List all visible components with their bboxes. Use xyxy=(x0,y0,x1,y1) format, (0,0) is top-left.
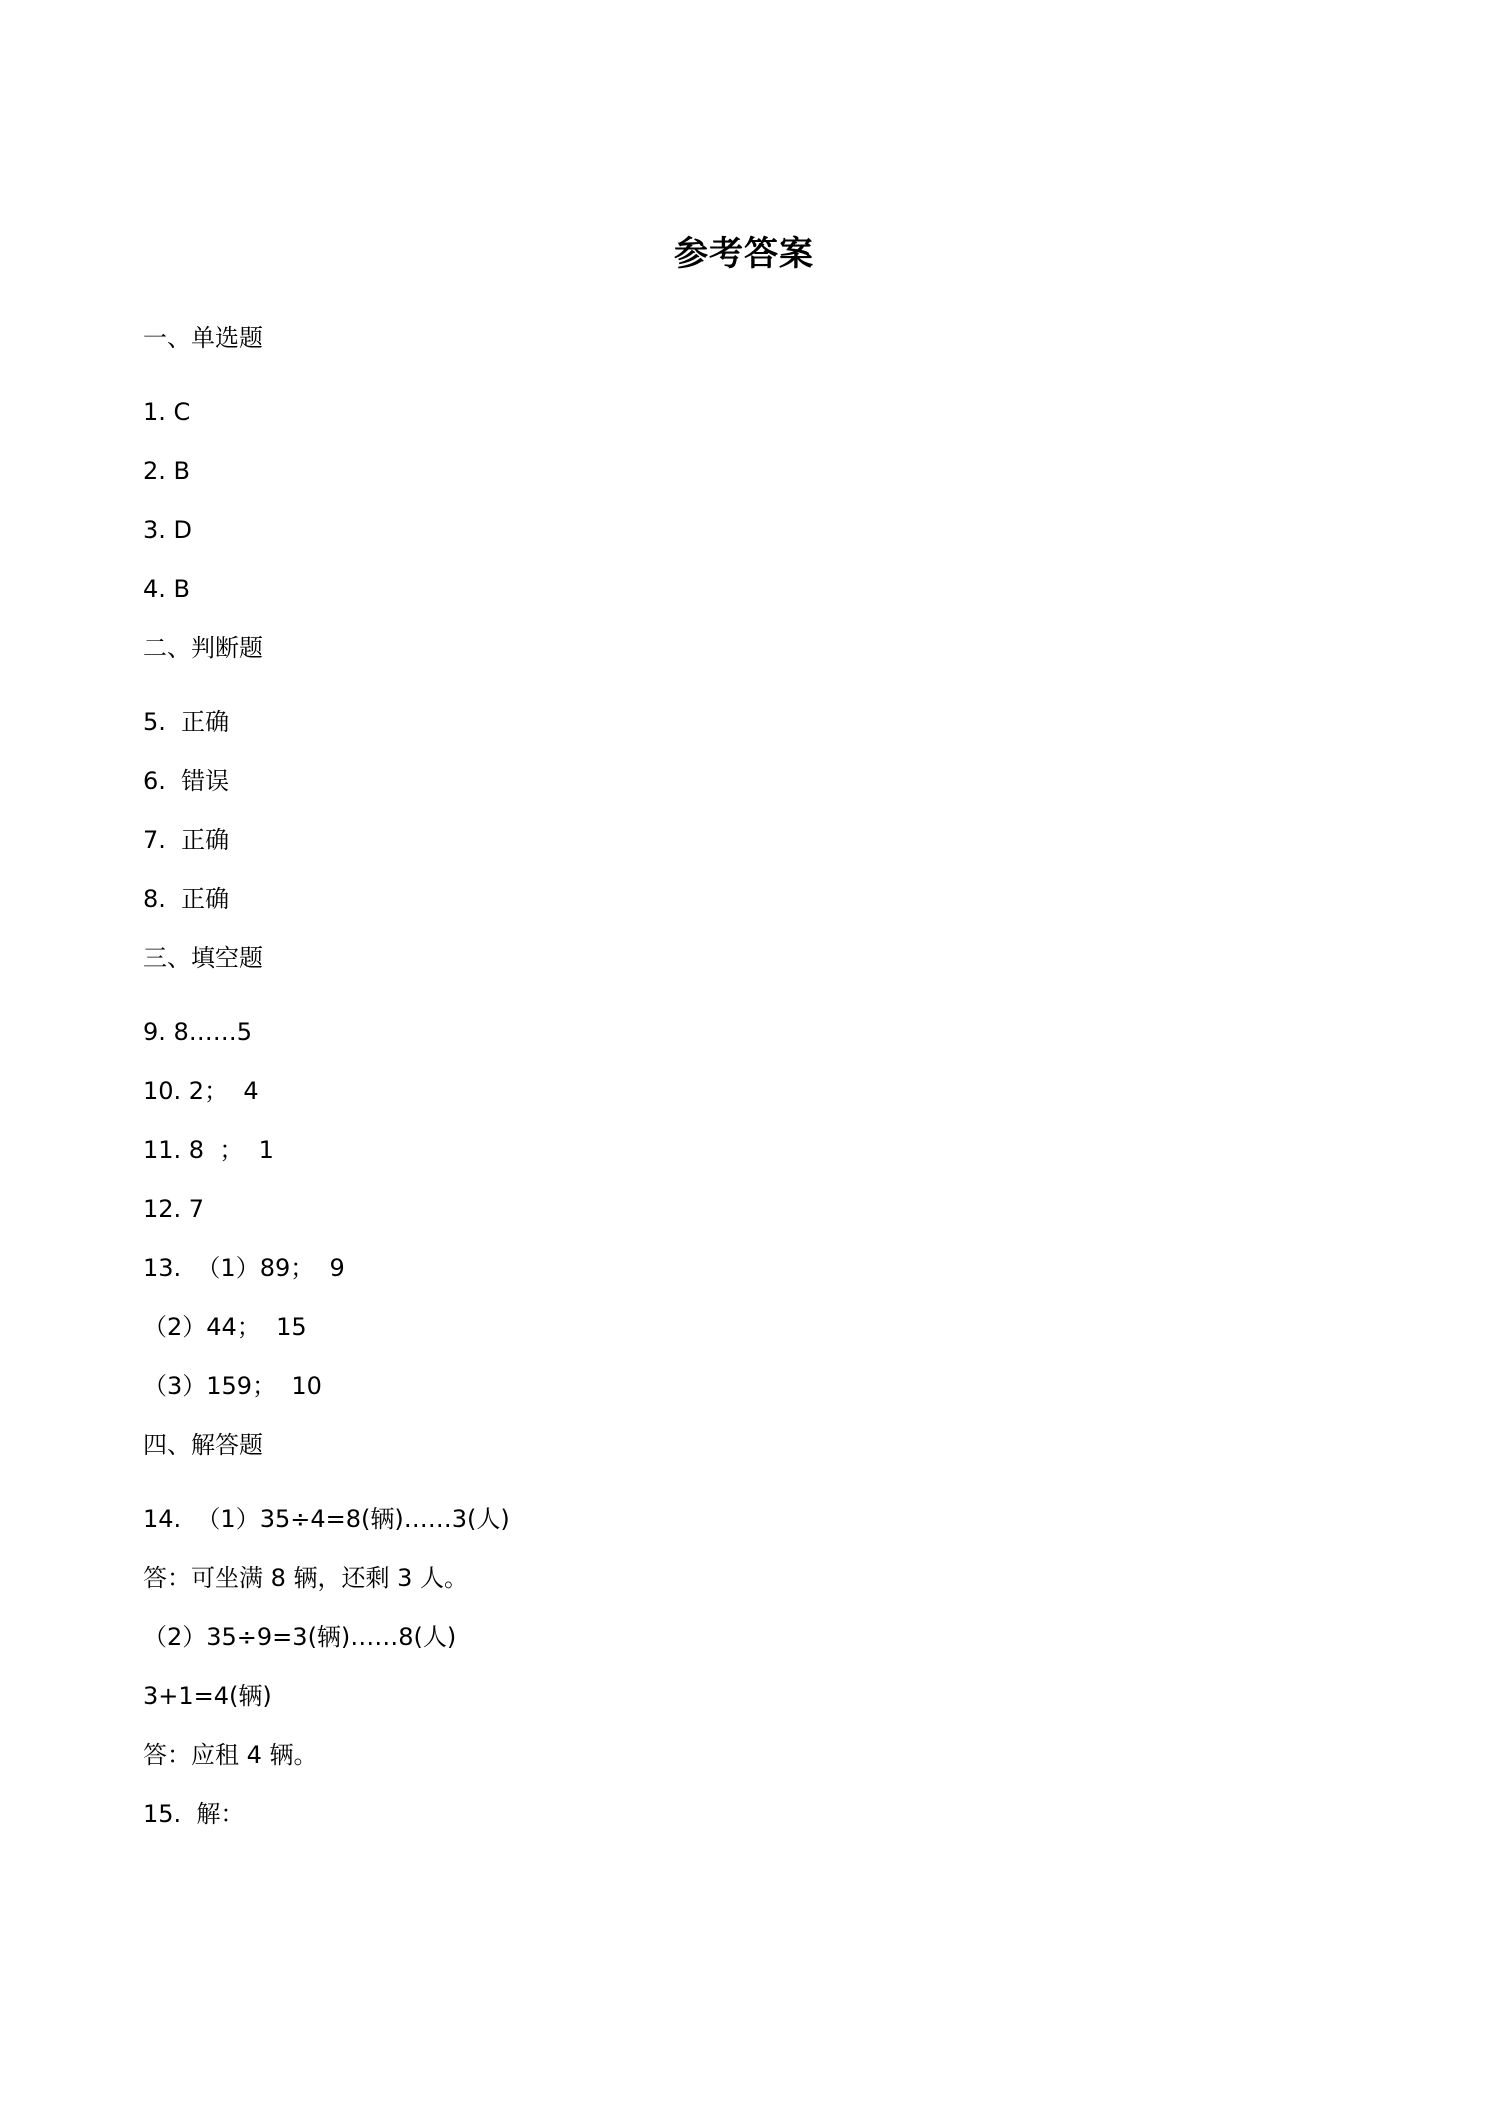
section-heading-single-choice: 一、单选题 xyxy=(143,324,263,352)
answer-item: 2. B xyxy=(143,457,190,485)
answer-item: 3. D xyxy=(143,516,193,544)
answer-item: 1. C xyxy=(143,398,191,426)
page-title: 参考答案 xyxy=(674,234,814,274)
answer-item: 答：可坐满 8 辆，还剩 3 人。 xyxy=(143,1564,469,1592)
answer-item: 6. 错误 xyxy=(143,767,230,795)
answer-item: 7. 正确 xyxy=(143,826,230,854)
answer-item: 3+1=4(辆) xyxy=(143,1682,272,1710)
answer-item: 9. 8……5 xyxy=(143,1018,253,1046)
answer-item: （2）35÷9=3(辆)……8(人) xyxy=(143,1623,457,1651)
answer-item: 12. 7 xyxy=(143,1195,205,1223)
answer-item: 4. B xyxy=(143,575,190,603)
answer-item: （3）159； 10 xyxy=(143,1372,322,1400)
answer-item: （2）44； 15 xyxy=(143,1313,307,1341)
answer-item: 15. 解： xyxy=(143,1800,245,1828)
answer-item: 10. 2； 4 xyxy=(143,1077,259,1105)
answer-item: 14. （1）35÷4=8(辆)……3(人) xyxy=(143,1505,510,1533)
answer-item: 答：应租 4 辆。 xyxy=(143,1741,318,1769)
answer-item: 11. 8 ； 1 xyxy=(143,1136,274,1164)
answer-content xyxy=(143,318,1343,1853)
answer-item: 8. 正确 xyxy=(143,885,230,913)
answer-item: 13. （1）89； 9 xyxy=(143,1254,345,1282)
answer-item: 5. 正确 xyxy=(143,708,230,736)
section-heading-true-false: 二、判断题 xyxy=(143,634,263,662)
section-heading-fill-blank: 三、填空题 xyxy=(143,944,263,972)
section-heading-solution: 四、解答题 xyxy=(143,1431,263,1459)
